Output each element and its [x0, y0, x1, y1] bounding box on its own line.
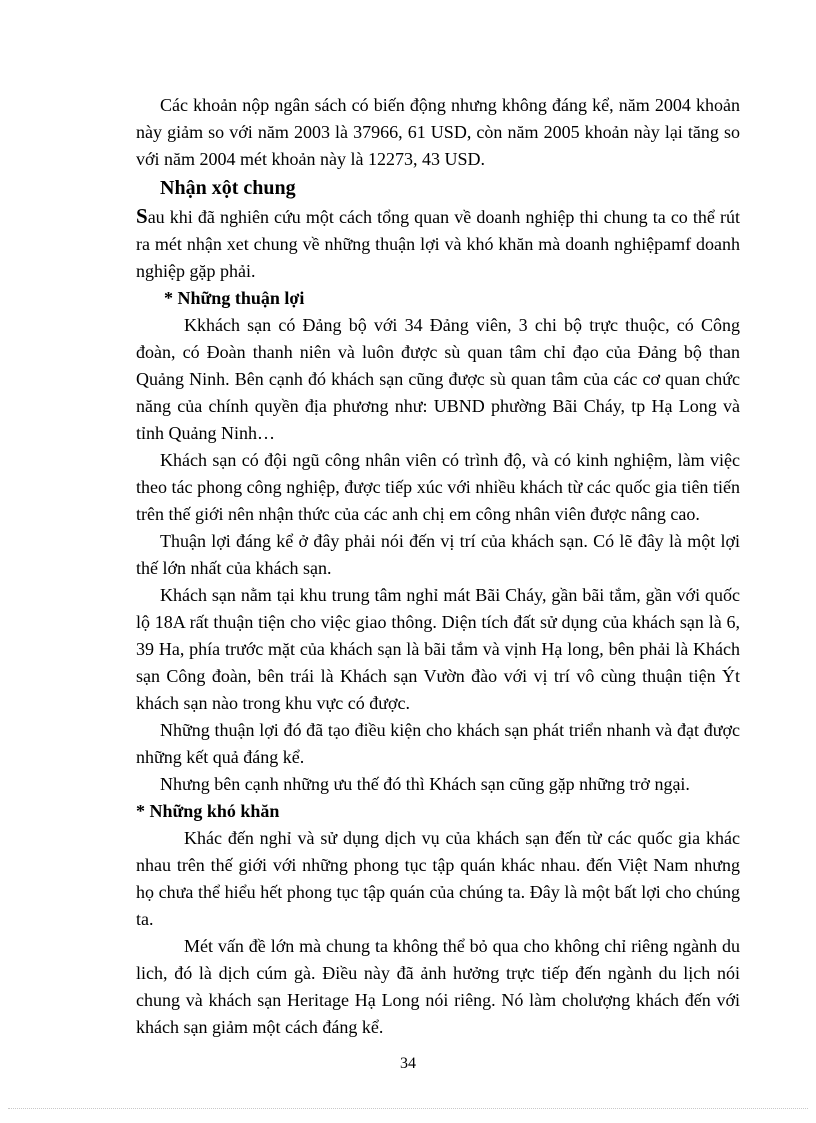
paragraph-staff: Khách sạn có đội ngũ công nhân viên có trình độ, và có kinh nghiệm, làm việc theo tác phong công nghiệp, được tiếp xúc với nhiều khách từ các quốc gia tiên tiến trên thế giới nên nhận thức của các anh chị em công nhân viên được nâng cao. — [136, 450, 740, 524]
paragraph-party-organization: Kkhách sạn có Đảng bộ với 34 Đảng viên, 3 chi bộ trực thuộc, có Công đoàn, có Đoàn thanh niên và luôn được sù quan tâm chỉ đạo của Đảng bộ than Quảng Ninh. Bên cạnh đó khách sạn cũng được sù quan tâm của các cơ quan chức năng của chính quyền địa phương như: UBND phường Bãi Cháy, tp Hạ Long và tỉnh Quảng Ninh… — [136, 315, 740, 443]
paragraph-overview-text: au khi đã nghiên cứu một cách tổng quan về doanh nghiệp thi chung ta co thể rút ra mét nhận xet chung về những thuận lợi và khó khăn mà doanh nghiệpamf doanh nghiệp gặp phải. — [136, 207, 740, 281]
paragraph-customs: Khác đến nghỉ và sử dụng dịch vụ của khách sạn đến từ các quốc gia khác nhau trên thế giới với những phong tục tập quán khác nhau. đến Việt Nam nhưng họ chưa thể hiểu hết phong tục tập quán của chúng ta. Đây là một bất lợi cho chúng ta. — [136, 828, 740, 929]
page-number: 34 — [400, 1055, 416, 1072]
paragraph-avian-flu: Mét vấn đề lớn mà chung ta không thể bỏ qua cho không chỉ riêng ngành du lich, đó là dịch cúm gà. Điều này đã ảnh hưởng trực tiếp đến ngành du lịch nói chung và khách sạn Heritage Hạ Long nói riêng. Nó làm cholượng khách đến với khách sạn giảm một cách đáng kể. — [136, 936, 740, 1037]
heading-general-remarks: Nhận xột chung — [160, 177, 296, 199]
paragraph-obstacles: Nhưng bên cạnh những ưu thế đó thì Khách sạn cũng gặp những trở ngại. — [160, 774, 690, 794]
paragraph-overview — [136, 203, 740, 285]
heading-advantages: * Những thuận lợi — [164, 288, 305, 308]
page-bottom-divider — [8, 1108, 808, 1109]
drop-letter: S — [136, 204, 148, 228]
paragraph-location-advantage: Thuận lợi đáng kể ở đây phải nói đến vị trí của khách sạn. Có lẽ đây là một lợi thế lớn nhất của khách sạn. — [136, 531, 740, 578]
heading-difficulties: * Những khó khăn — [136, 801, 280, 821]
page-content — [136, 92, 740, 1041]
paragraph-budget: Các khoản nộp ngân sách có biến động nhưng không đáng kể, năm 2004 khoản này giảm so với năm 2003 là 37966, 61 USD, còn năm 2005 khoản này lại tăng so với năm 2004 mét khoản này là 12273, 43 USD. — [136, 95, 740, 169]
paragraph-location-detail: Khách sạn nằm tại khu trung tâm nghỉ mát Bãi Cháy, gần bãi tắm, gần với quốc lộ 18A rất thuận tiện cho việc giao thông. Diện tích đất sử dụng của khách sạn là 6, 39 Ha, phía trước mặt của khách sạn là bãi tắm và vịnh Hạ long, bên phải là Khách sạn Công đoàn, bên trái là Khách sạn Vườn đào với vị trí vô cùng thuận tiện Ýt khách sạn nào trong khu vực có được. — [136, 585, 740, 713]
paragraph-results: Những thuận lợi đó đã tạo điều kiện cho khách sạn phát triển nhanh và đạt được những kết quả đáng kể. — [136, 720, 740, 767]
